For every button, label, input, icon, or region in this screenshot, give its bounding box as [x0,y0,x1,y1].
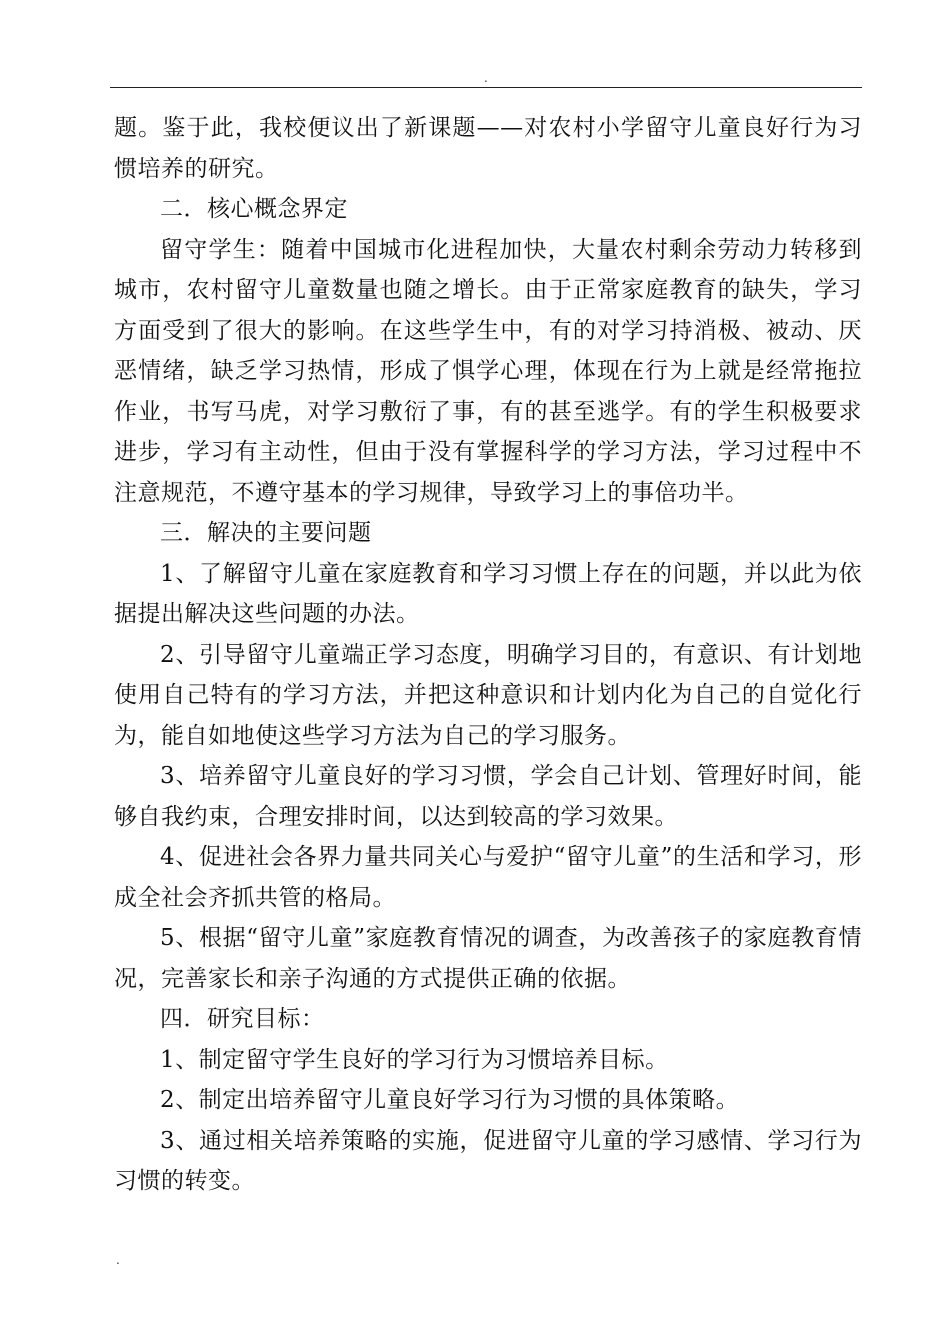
header-mark: . [484,71,488,85]
list-item-problem-1: 1、了解留守儿童在家庭教育和学习习惯上存在的问题，并以此为依据提出解决这些问题的办法。 [114,560,862,627]
section-heading-research-goals: 四．研究目标： [160,1006,325,1032]
list-item-goal-1: 1、制定留守学生良好的学习行为习惯培养目标。 [160,1046,669,1073]
list-item-goal-3: 3、通过相关培养策略的实施，促进留守儿童的学习感情、学习行为习惯的转变。 [114,1127,862,1194]
list-item-problem-4: 4、促进社会各界力量共同关心与爱护“留守儿童”的生活和学习，形成全社会齐抓共管的格局。 [114,844,862,911]
section-heading-core-concepts: 二．核心概念界定 [160,196,348,222]
section-heading-main-problems: 三．解决的主要问题 [160,520,372,546]
footer-mark: . [116,1253,120,1267]
list-item-goal-2: 2、制定出培养留守儿童良好学习行为习惯的具体策略。 [160,1087,740,1113]
paragraph-intro-continuation: 题。鉴于此，我校便议出了新课题——对农村小学留守儿童良好行为习惯培养的研究。 [114,115,862,182]
list-item-problem-3: 3、培养留守儿童良好的学习习惯，学会自己计划、管理好时间，能够自我约束，合理安排时间，以达到较高的学习效果。 [114,763,862,830]
list-item-problem-2: 2、引导留守儿童端正学习态度，明确学习目的，有意识、有计划地使用自己特有的学习方法，并把这种意识和计划内化为自己的自觉化行为，能自如地使这些学习方法为自己的学习服务。 [114,641,862,749]
paragraph-left-behind-students: 留守学生：随着中国城市化进程加快，大量农村剩余劳动力转移到城市，农村留守儿童数量也随之增长。由于正常家庭教育的缺失，学习方面受到了很大的影响。在这些学生中，有的对学习持消极、被动、厌恶情绪，缺乏学习热情，形成了惧学心理，体现在行为上就是经常拖拉作业，书写马虎，对学习敷衍了事，有的甚至逃学。有的学生积极要求进步，学习有主动性，但由于没有掌握科学的学习方法，学习过程中不注意规范，不遵守基本的学习规律，导致学习上的事倍功半。 [114,236,862,506]
document-body [114,108,862,1202]
header-rule [110,87,862,88]
list-item-problem-5: 5、根据“留守儿童”家庭教育情况的调查，为改善孩子的家庭教育情况，完善家长和亲子沟通的方式提供正确的依据。 [114,925,862,992]
